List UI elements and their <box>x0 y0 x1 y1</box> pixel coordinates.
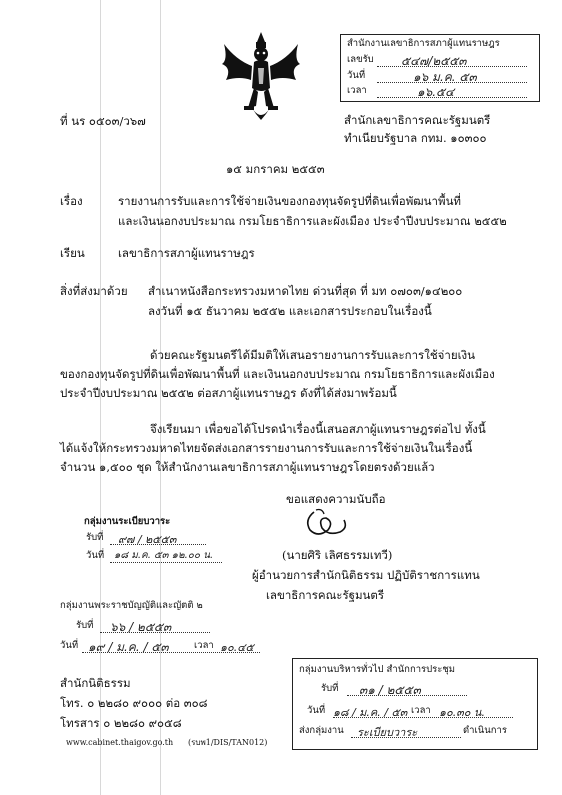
garuda-emblem <box>218 30 304 126</box>
subject-line-1: รายงานการรับและการใช้จ่ายเงินของกองทุนจัดรูปที่ดินเพื่อพัฒนาพื้นที่ <box>118 194 462 208</box>
stamp-date-value: ๑๖ ม.ค. ๕๓ <box>413 70 477 84</box>
stamp-time-label: เวลา <box>194 640 214 651</box>
stamp-time-value: ๑๖.๕๔ <box>417 85 455 99</box>
attachment-label: สิ่งที่ส่งมาด้วย <box>60 284 128 298</box>
receipt-stamp-bottom <box>292 658 538 750</box>
stamp-no-label: รับที่ <box>76 620 94 631</box>
receipt-stamp-top <box>340 34 540 102</box>
stamp-time-label: เวลา <box>411 705 431 716</box>
body-p1-line-2: ของกองทุนจัดรูปที่ดินเพื่อพัฒนาพื้นที่ และเงินนอกงบประมาณ กรมโยธาธิการและผังเมือง <box>60 367 495 381</box>
stamp-forward-value: ระเบียบวาระ <box>357 726 418 739</box>
signer-position-2: เลขาธิการคณะรัฐมนตรี <box>266 588 385 602</box>
stamp-date-value: ๑๘ / ม.ค. / ๕๓ <box>333 706 408 719</box>
stamp-office: กลุ่มงานบริหารทั่วไป สำนักการประชุม <box>299 664 456 675</box>
sender-office: สำนักเลขาธิการคณะรัฐมนตรี <box>344 113 491 127</box>
body-p1-line-3: ประจำปีงบประมาณ ๒๕๕๒ ต่อสภาผู้แทนราษฎร ดังที่ได้ส่งมาพร้อมนี้ <box>60 386 397 400</box>
stamp-no-value: ๖๖ / ๒๕๕๓ <box>110 620 172 634</box>
document-number: ที่ นร ๐๕๐๓/ว๖๗ <box>60 114 146 128</box>
receipt-stamp-acts-motions <box>60 600 260 656</box>
footer-office: สำนักนิติธรรม <box>60 676 131 690</box>
document-date: ๑๕ มกราคม ๒๕๕๓ <box>226 162 325 176</box>
signer-position-1: ผู้อำนวยการสำนักนิติธรรม ปฏิบัติราชการแทน <box>252 568 480 582</box>
body-p1-line-1: ด้วยคณะรัฐมนตรีได้มีมติให้เสนอรายงานการรับและการใช้จ่ายเงิน <box>150 348 475 362</box>
stamp-no-label: รับที่ <box>321 683 339 694</box>
footer-phone: โทร. ๐ ๒๒๘๐ ๙๐๐๐ ต่อ ๓๐๘ <box>60 696 208 710</box>
to-label: เรียน <box>60 246 85 260</box>
stamp-date-label: วันที่ <box>86 550 105 561</box>
stamp-office: กลุ่มงานระเบียบวาระ <box>84 516 171 527</box>
stamp-time-value: ๑๐.๔๕ <box>220 641 254 654</box>
stamp-date-label: วันที่ <box>347 70 366 81</box>
stamp-no-label: เลขรับ <box>347 54 374 65</box>
footer-code: (รบพ1/DIS/TAN012) <box>188 738 268 747</box>
stamp-no-value: ๓๑ / ๒๕๕๓ <box>359 683 421 697</box>
sender-address: ทำเนียบรัฐบาล กทม. ๑๐๓๐๐ <box>344 131 487 145</box>
attachment-line-2: ลงวันที่ ๑๕ ธันวาคม ๒๕๕๒ และเอกสารประกอบในเรื่องนี้ <box>148 304 432 318</box>
signature <box>300 506 356 542</box>
footer-fax: โทรสาร ๐ ๒๒๘๐ ๙๐๕๘ <box>60 716 182 730</box>
stamp-time-value: ๑๐.๓๐ น. <box>439 706 485 719</box>
body-p2-line-2: ได้แจ้งให้กระทรวงมหาดไทยจัดส่งเอกสารรายงานการรับและการใช้จ่ายเงินในเรื่องนี้ <box>60 441 473 455</box>
stamp-date-label: วันที่ <box>60 640 79 651</box>
stamp-action: ดำเนินการ <box>463 725 507 736</box>
stamp-no-value: ๕๔๗/๒๕๕๓ <box>401 54 467 68</box>
body-p2-line-1: จึงเรียนมา เพื่อขอได้โปรดนำเรื่องนี้เสนอสภาผู้แทนราษฎรต่อไป ทั้งนี้ <box>150 422 486 436</box>
stamp-office: สำนักงานเลขาธิการสภาผู้แทนราษฎร <box>347 38 500 49</box>
subject-label: เรื่อง <box>60 194 83 208</box>
subject-line-2: และเงินนอกงบประมาณ กรมโยธาธิการและผังเมือง ประจำปีงบประมาณ ๒๕๕๒ <box>118 214 507 228</box>
stamp-forward-label: ส่งกลุ่มงาน <box>299 725 344 736</box>
to-value: เลขาธิการสภาผู้แทนราษฎร <box>118 246 255 260</box>
signer-name: (นายศิริ เลิศธรรมเทวี) <box>282 548 393 562</box>
stamp-no-value: ๙๗ / ๒๕๕๓ <box>118 533 177 546</box>
stamp-time-label: เวลา <box>347 85 367 96</box>
footer-website: www.cabinet.thaigov.go.th <box>66 738 174 747</box>
receipt-stamp-agenda <box>56 516 214 566</box>
attachment-line-1: สำเนาหนังสือกระทรวงมหาดไทย ด่วนที่สุด ที่ มท ๐๗๐๓/๑๔๒๐๐ <box>148 284 463 298</box>
stamp-office: กลุ่มงานพระราชบัญญัติและญัตติ ๒ <box>60 600 203 611</box>
body-p2-line-3: จำนวน ๑,๕๐๐ ชุด ให้สำนักงานเลขาธิการสภาผู้แทนราษฎรโดยตรงด้วยแล้ว <box>60 460 435 474</box>
stamp-no-label: รับที่ <box>86 532 104 543</box>
stamp-date-value: ๑๘ ม.ค. ๕๓ ๑๒.๐๐ น. <box>114 550 214 561</box>
stamp-date-label: วันที่ <box>307 705 326 716</box>
closing: ขอแสดงความนับถือ <box>286 492 386 506</box>
stamp-date-value: ๑๙ / ม.ค. / ๕๓ <box>88 640 169 654</box>
